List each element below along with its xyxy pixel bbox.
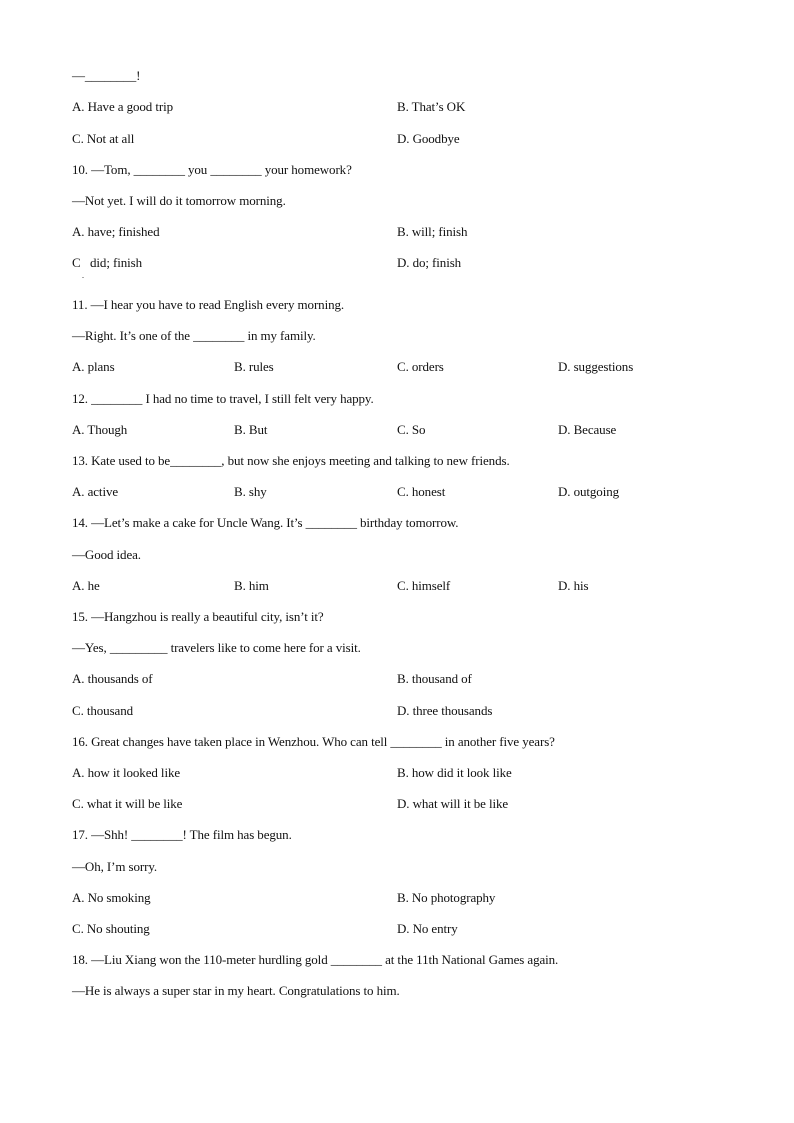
q15-option-b: B. thousand of bbox=[397, 671, 472, 686]
q12-option-c: C. So bbox=[397, 422, 426, 437]
q11-option-c: C. orders bbox=[397, 359, 444, 374]
q13-option-a: A. active bbox=[72, 484, 119, 499]
q9-option-a: A. Have a good trip bbox=[72, 99, 173, 114]
q11-stem: 11. —I hear you have to read English every morning. bbox=[72, 297, 345, 312]
q14-option-d: D. his bbox=[558, 578, 589, 593]
q14-option-c: C. himself bbox=[397, 578, 451, 593]
q13-stem: 13. Kate used to be________, but now she enjoys meeting and talking to new friends. bbox=[72, 453, 510, 468]
q10-option-d: D. do; finish bbox=[397, 255, 462, 270]
q15-stem: 15. —Hangzhou is really a beautiful city, isn’t it? bbox=[72, 609, 324, 624]
q11-option-d: D. suggestions bbox=[558, 359, 634, 374]
q16-option-a: A. how it looked like bbox=[72, 765, 181, 780]
q11-reply: —Right. It’s one of the ________ in my family. bbox=[72, 328, 316, 343]
q12-option-d: D. Because bbox=[558, 422, 617, 437]
q14-option-b: B. him bbox=[234, 578, 269, 593]
q15-option-c: C. thousand bbox=[72, 703, 134, 718]
q11-option-a: A. plans bbox=[72, 359, 115, 374]
q17-option-d: D. No entry bbox=[397, 921, 458, 936]
q12-option-a: A. Though bbox=[72, 422, 128, 437]
q17-stem: 17. —Shh! ________! The film has begun. bbox=[72, 827, 292, 842]
q16-stem: 16. Great changes have taken place in Wenzhou. Who can tell ________ in another five years? bbox=[72, 734, 555, 749]
q15-option-a: A. thousands of bbox=[72, 671, 153, 686]
q10-stem: 10. —Tom, ________ you ________ your homework? bbox=[72, 162, 352, 177]
q10-reply: —Not yet. I will do it tomorrow morning. bbox=[72, 193, 286, 208]
q17-reply: —Oh, I’m sorry. bbox=[72, 859, 158, 874]
q10-option-a: A. have; finished bbox=[72, 224, 160, 239]
q9-option-d: D. Goodbye bbox=[397, 131, 460, 146]
q11-option-b: B. rules bbox=[234, 359, 274, 374]
q14-option-a: A. he bbox=[72, 578, 100, 593]
q13-option-c: C. honest bbox=[397, 484, 446, 499]
q14-stem: 14. —Let’s make a cake for Uncle Wang. It’s ________ birthday tomorrow. bbox=[72, 515, 459, 530]
stray-dot: . bbox=[82, 271, 84, 280]
q17-option-a: A. No smoking bbox=[72, 890, 151, 905]
q9-option-b: B. That’s OK bbox=[397, 99, 466, 114]
q18-stem: 18. —Liu Xiang won the 110-meter hurdling gold ________ at the 11th National Games again. bbox=[72, 952, 559, 967]
q9-option-c: C. Not at all bbox=[72, 131, 135, 146]
q18-reply: —He is always a super star in my heart. Congratulations to him. bbox=[72, 983, 400, 998]
q14-reply: —Good idea. bbox=[72, 547, 141, 562]
q15-reply: —Yes, _________ travelers like to come here for a visit. bbox=[72, 640, 361, 655]
q9-answer-blank: —________! bbox=[72, 68, 141, 83]
q10-option-c: C did; finish bbox=[72, 255, 143, 270]
q10-option-b: B. will; finish bbox=[397, 224, 468, 239]
q15-option-d: D. three thousands bbox=[397, 703, 493, 718]
q13-option-d: D. outgoing bbox=[558, 484, 620, 499]
q12-stem: 12. ________ I had no time to travel, I still felt very happy. bbox=[72, 391, 374, 406]
q17-option-b: B. No photography bbox=[397, 890, 496, 905]
q12-option-b: B. But bbox=[234, 422, 268, 437]
q16-option-d: D. what will it be like bbox=[397, 796, 509, 811]
q13-option-b: B. shy bbox=[234, 484, 267, 499]
q17-option-c: C. No shouting bbox=[72, 921, 150, 936]
q16-option-b: B. how did it look like bbox=[397, 765, 512, 780]
q16-option-c: C. what it will be like bbox=[72, 796, 183, 811]
